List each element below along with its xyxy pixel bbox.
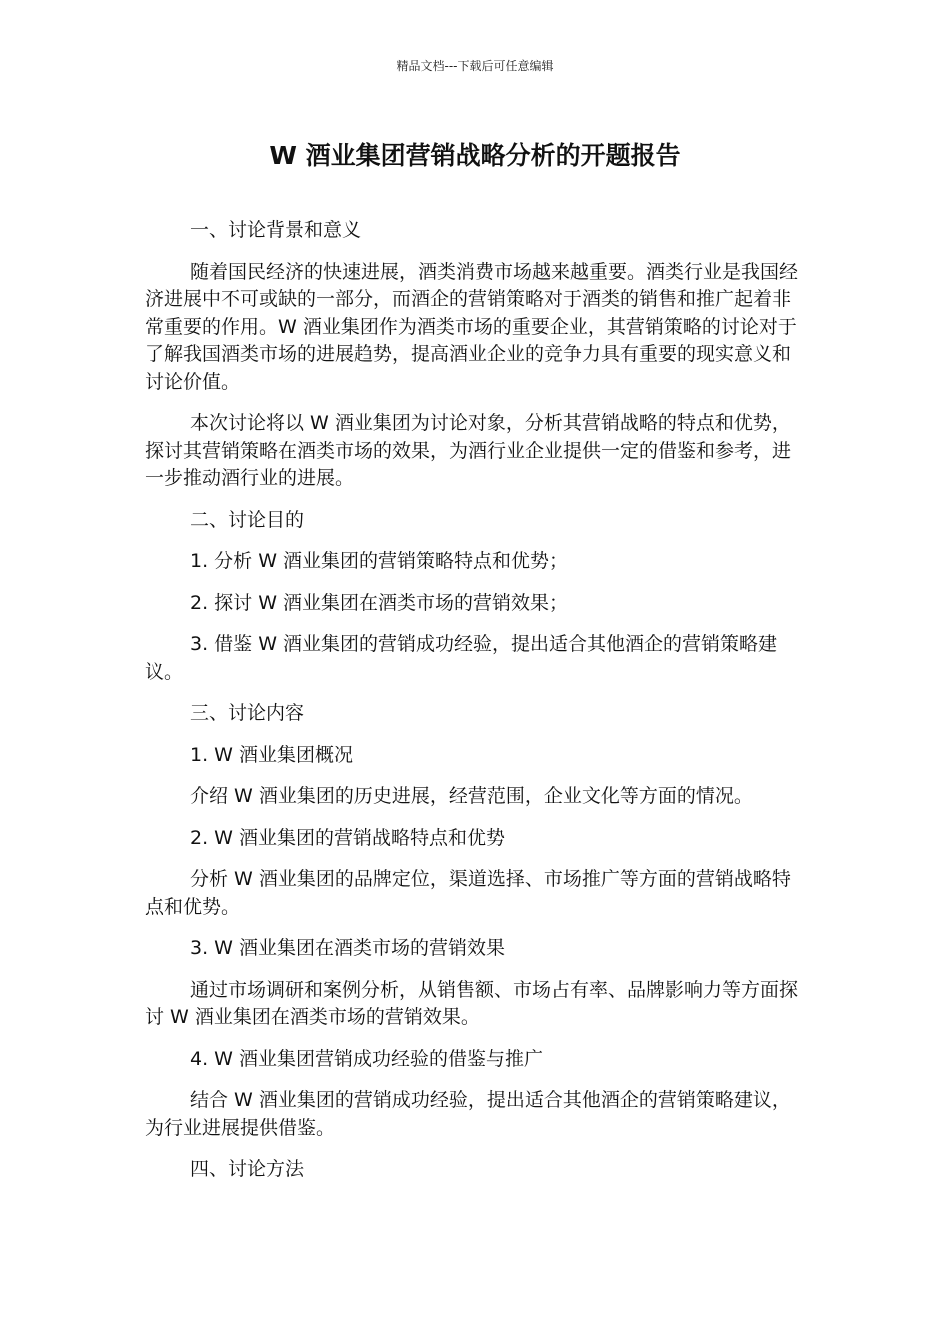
document-body [145,217,807,1198]
document-title: W 酒业集团营销战略分析的开题报告 [269,141,681,170]
content-subheading-4: 4. W 酒业集团营销成功经验的借鉴与推广 [190,1047,543,1070]
objective-item-1: 1. 分析 W 酒业集团的营销策略特点和优势； [190,550,569,572]
section-heading-content: 三、讨论内容 [190,702,305,724]
content-paragraph-4: 结合 W 酒业集团的营销成功经验，提出适合其他酒企的营销策略建议，为行业进展提供借鉴。 [145,1089,791,1139]
content-subheading-3: 3. W 酒业集团在酒类市场的营销效果 [190,937,505,959]
objective-item-2: 2. 探讨 W 酒业集团在酒类市场的营销效果； [190,591,569,614]
section-heading-objectives: 二、讨论目的 [190,508,305,531]
header-note: 精品文档---下载后可任意编辑 [396,59,554,73]
content-paragraph-2: 分析 W 酒业集团的品牌定位，渠道选择、市场推广等方面的营销战略特点和优势。 [145,868,791,918]
section-heading-background: 一、讨论背景和意义 [190,219,362,241]
objective-item-3: 3. 借鉴 W 酒业集团的营销成功经验，提出适合其他酒企的营销策略建议。 [145,633,778,683]
content-subheading-2: 2. W 酒业集团的营销战略特点和优势 [190,826,505,849]
paragraph-study-scope: 本次讨论将以 W 酒业集团为讨论对象，分析其营销战略的特点和优势，探讨其营销策略在酒类市场的效果，为酒行业企业提供一定的借鉴和参考，进一步推动酒行业的进展。 [145,412,792,489]
section-heading-methods: 四、讨论方法 [190,1158,305,1180]
content-paragraph-1: 介绍 W 酒业集团的历史进展，经营范围，企业文化等方面的情况。 [190,785,753,807]
content-subheading-1: 1. W 酒业集团概况 [190,743,353,766]
content-paragraph-3: 通过市场调研和案例分析，从销售额、市场占有率、品牌影响力等方面探讨 W 酒业集团在酒类市场的营销效果。 [145,978,799,1028]
paragraph-background: 随着国民经济的快速进展，酒类消费市场越来越重要。酒类行业是我国经济进展中不可或缺的一部分，而酒企的营销策略对于酒类的销售和推广起着非常重要的作用。W 酒业集团作为酒类市场的重要企业，其营销策略的讨论对于了解我国酒类市场的进展趋势，提高酒业企业的竞争力具有重要的现实意义和讨论价值。 [145,260,799,393]
